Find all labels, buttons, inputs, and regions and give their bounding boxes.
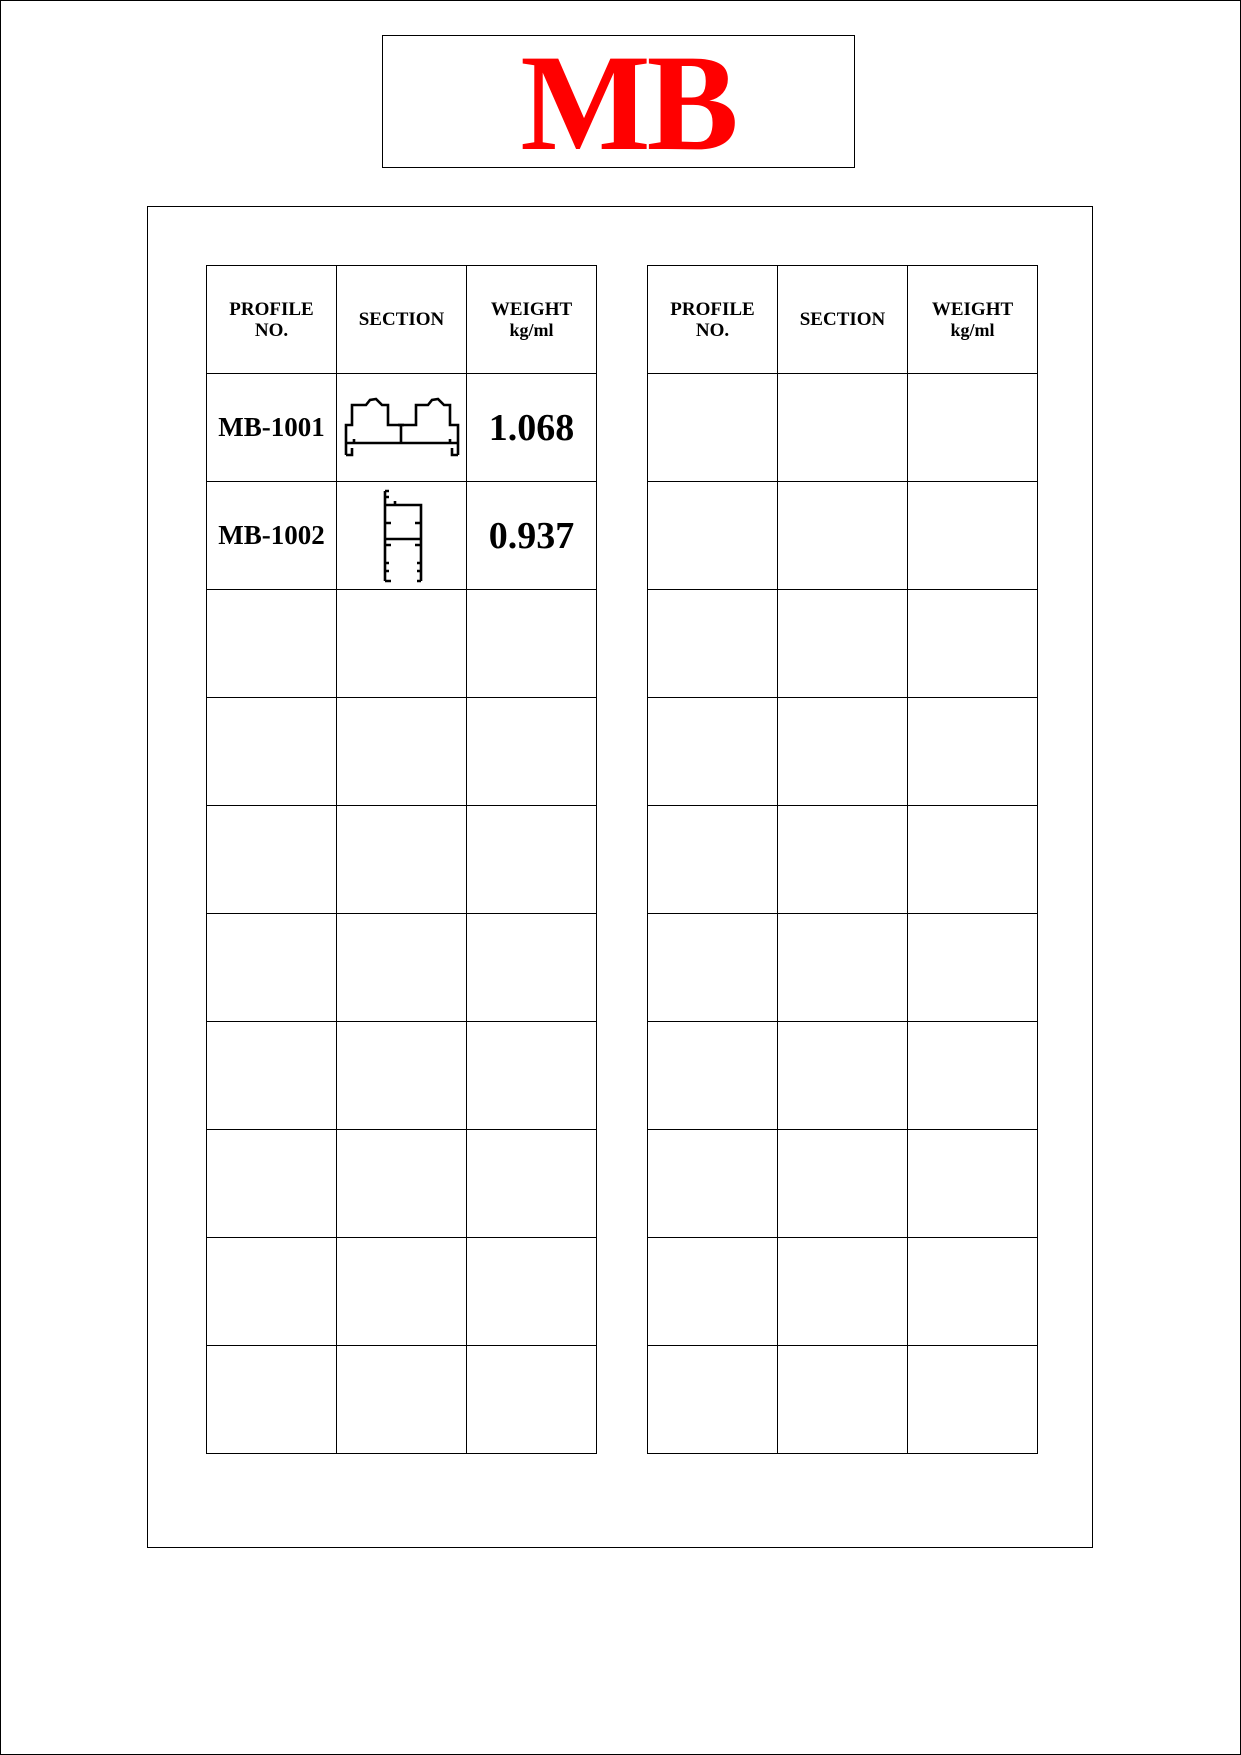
table-row [648,914,1038,1022]
profile-no-header: PROFILE NO. [207,266,337,374]
table-row [207,914,597,1022]
section-cell [337,1130,467,1238]
profile-no-cell [648,1022,778,1130]
profile-no-cell [207,1238,337,1346]
weight-cell [908,806,1038,914]
table-row [648,374,1038,482]
weight-cell [467,1130,597,1238]
profile-no-cell [207,806,337,914]
weight-cell [467,1238,597,1346]
profile-no-cell [648,1346,778,1454]
profile-no-cell [648,1238,778,1346]
table-row [207,374,597,482]
profile-no-cell [207,1022,337,1130]
profile-no-cell [207,914,337,1022]
section-cell [337,914,467,1022]
table-row [207,590,597,698]
brand-title: MB [520,25,735,179]
table-row [207,1130,597,1238]
section-cell [337,1346,467,1454]
section-cell [337,1238,467,1346]
weight-cell [908,590,1038,698]
table-row [648,482,1038,590]
weight-cell: 1.068 [467,374,597,482]
weight-cell [908,1238,1038,1346]
profile-no-cell [648,806,778,914]
section-cell [778,374,908,482]
section-cell [778,806,908,914]
section-cell [778,482,908,590]
table-row [648,698,1038,806]
section-cell [337,698,467,806]
weight-header: WEIGHT kg/ml [467,266,597,374]
section-cell [337,374,467,482]
table-row [648,1238,1038,1346]
table-header-row [207,266,597,374]
table-header-row [648,266,1038,374]
profile-no-cell [648,590,778,698]
table-row [648,1346,1038,1454]
weight-cell [908,914,1038,1022]
table-row [648,590,1038,698]
weight-cell [467,1022,597,1130]
section-cell [778,914,908,1022]
weight-cell [467,698,597,806]
section-header: SECTION [337,266,467,374]
weight-cell [908,1130,1038,1238]
table-row [207,698,597,806]
section-cell [778,1022,908,1130]
profile-no-cell [648,1130,778,1238]
vertical-channel-profile-icon [377,489,427,583]
brand-title-box [382,25,855,179]
weight-cell [467,914,597,1022]
profile-no-cell [207,1346,337,1454]
section-cell [778,1346,908,1454]
section-cell [778,698,908,806]
table-row [648,1022,1038,1130]
weight-cell [908,698,1038,806]
weight-cell [908,1346,1038,1454]
profile-no-cell [648,482,778,590]
table-row [648,806,1038,914]
weight-header: WEIGHT kg/ml [908,266,1038,374]
section-cell [337,1022,467,1130]
table-row [207,1238,597,1346]
profile-no-cell [648,698,778,806]
profile-table-right [647,265,1038,1454]
section-header: SECTION [778,266,908,374]
section-cell [778,590,908,698]
section-cell [778,1238,908,1346]
table-row [648,1130,1038,1238]
section-cell [337,482,467,590]
weight-cell [467,806,597,914]
profile-no-cell [207,698,337,806]
weight-cell: 0.937 [467,482,597,590]
profile-no-cell: MB-1002 [207,482,337,590]
profile-no-cell [207,590,337,698]
profile-table-left [206,265,597,1454]
table-row [207,1022,597,1130]
weight-cell [908,374,1038,482]
section-cell [778,1130,908,1238]
weight-cell [908,482,1038,590]
table-row [207,806,597,914]
table-row [207,482,597,590]
profile-no-cell [648,374,778,482]
profile-no-cell [648,914,778,1022]
section-cell [337,590,467,698]
profile-no-header: PROFILE NO. [648,266,778,374]
weight-cell [467,1346,597,1454]
weight-cell [908,1022,1038,1130]
weight-cell [467,590,597,698]
section-cell [337,806,467,914]
profile-no-cell [207,1130,337,1238]
profile-no-cell: MB-1001 [207,374,337,482]
double-track-frame-profile-icon [340,393,464,463]
table-row [207,1346,597,1454]
